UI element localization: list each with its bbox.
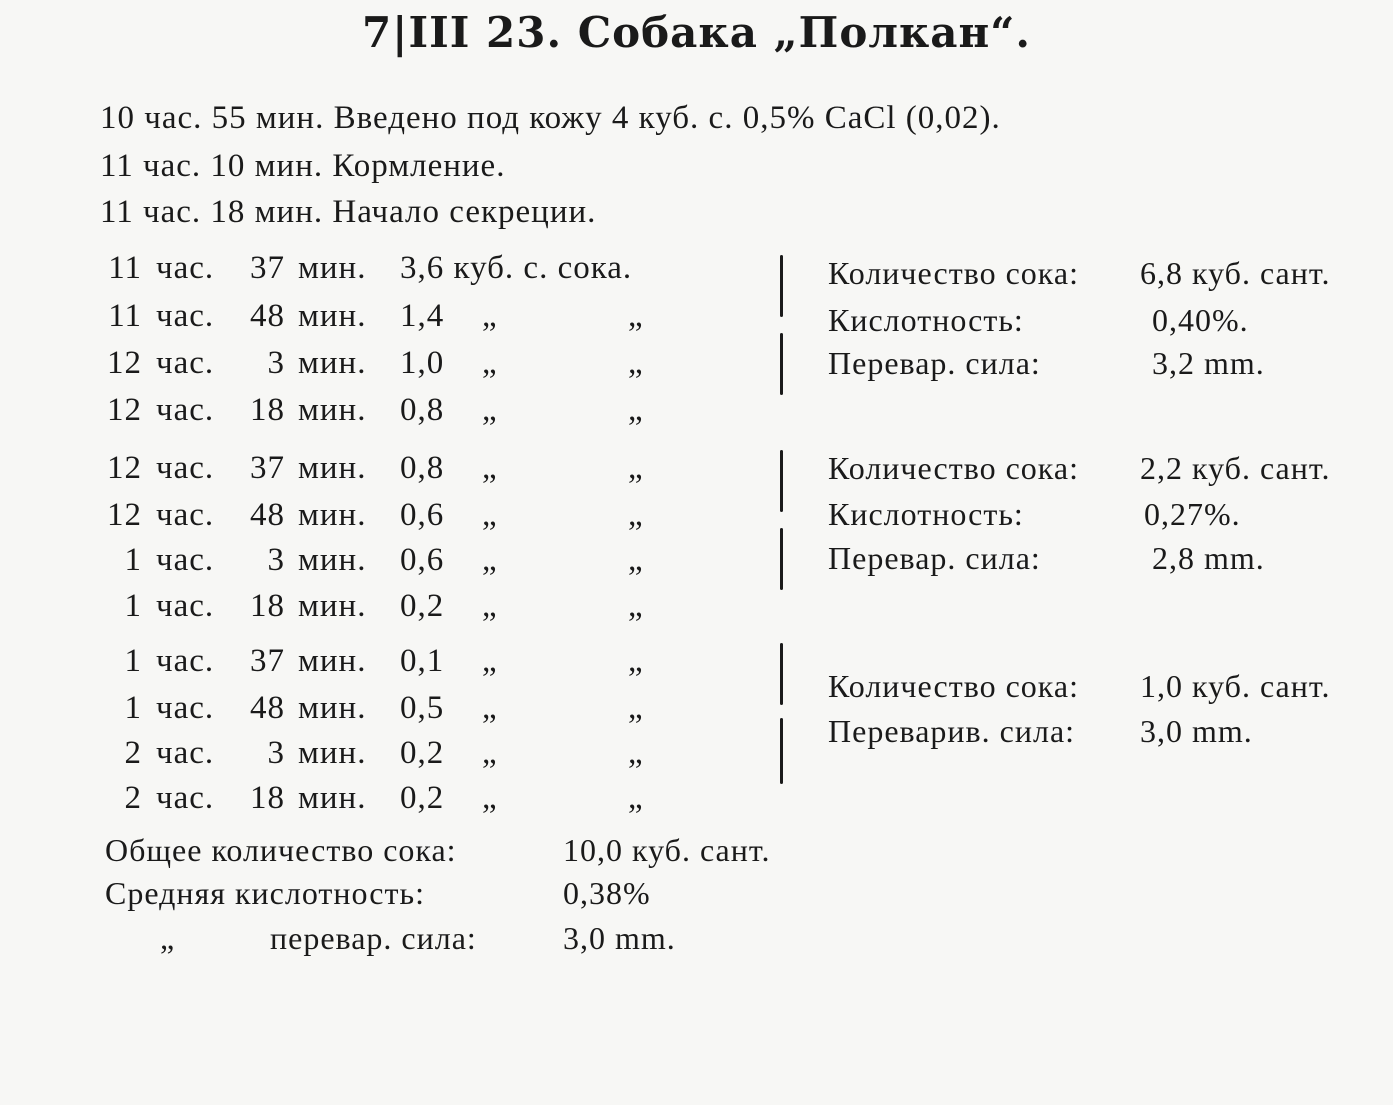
minute: 37: [250, 643, 285, 679]
minute: 3: [267, 542, 285, 578]
summary-value: 2,2 куб. сант.: [1140, 450, 1331, 486]
juice-volume: 0,5: [400, 690, 445, 726]
juice-volume: 3,6 куб. с. сока.: [400, 250, 633, 286]
minute: 37: [250, 450, 285, 486]
hour-unit: час.: [156, 643, 215, 679]
summary-value: 3,0 mm.: [1140, 713, 1253, 749]
group-bracket: [780, 450, 783, 512]
group-bracket: [780, 528, 783, 590]
hour-unit: час.: [156, 392, 215, 428]
ditto-mark: „: [628, 345, 644, 381]
ditto-mark: „: [482, 345, 498, 381]
minute-unit: мин.: [298, 643, 367, 679]
ditto-mark: „: [628, 643, 644, 679]
ditto-mark: „: [628, 450, 644, 486]
total-juice-label: Общее количество сока:: [105, 832, 457, 868]
summary-label: Переварив. сила:: [828, 713, 1076, 749]
summary-row: [828, 713, 1253, 861]
page-title: 7|III 23. Собака „Полкан“.: [361, 8, 1032, 57]
total-juice-value: 10,0 куб. сант.: [563, 832, 771, 868]
summary-value: 6,8 куб. сант.: [1140, 255, 1331, 291]
intro-line-feeding: 11 час. 10 мин. Кормление.: [100, 148, 506, 184]
hour-unit: час.: [156, 588, 215, 624]
minute-unit: мин.: [298, 250, 367, 286]
summary-label: Кислотность:: [828, 496, 1024, 532]
ditto-mark: „: [628, 690, 644, 726]
ditto-mark: „: [482, 735, 498, 771]
hour-unit: час.: [156, 298, 215, 334]
summary-value: 0,27%.: [1144, 496, 1241, 532]
juice-volume: 1,4: [400, 298, 445, 334]
minute-unit: мин.: [298, 735, 367, 771]
minute-unit: мин.: [298, 497, 367, 533]
minute: 3: [267, 345, 285, 381]
summary-label: Количество сока:: [828, 668, 1079, 704]
ditto-mark: „: [482, 497, 498, 533]
summary-value: 2,8 mm.: [1152, 540, 1265, 576]
juice-volume: 0,2: [400, 780, 445, 816]
mean-acidity-label: Средняя кислотность:: [105, 875, 425, 911]
summary-value: 1,0 куб. сант.: [1140, 668, 1331, 704]
hour-unit: час.: [156, 497, 215, 533]
mean-digestion-row: [105, 920, 676, 1105]
ditto-mark: „: [482, 542, 498, 578]
ditto-mark: „: [482, 588, 498, 624]
minute: 3: [267, 735, 285, 771]
hour-unit: час.: [156, 735, 215, 771]
ditto-mark: „: [628, 588, 644, 624]
juice-volume: 0,8: [400, 450, 445, 486]
juice-volume: 1,0: [400, 345, 445, 381]
hour: 1: [124, 690, 142, 726]
hour-unit: час.: [156, 345, 215, 381]
hour: 1: [124, 542, 142, 578]
intro-line-secretion-start: 11 час. 18 мин. Начало секреции.: [100, 194, 597, 230]
group-bracket: [780, 333, 783, 395]
hour: 12: [107, 392, 142, 428]
minute: 48: [250, 298, 285, 334]
hour: 12: [107, 345, 142, 381]
ditto-mark: „: [482, 690, 498, 726]
group-bracket: [780, 718, 783, 784]
group-bracket: [780, 643, 783, 705]
minute-unit: мин.: [298, 588, 367, 624]
minute: 18: [250, 392, 285, 428]
mean-acidity-value: 0,38%: [563, 875, 651, 911]
ditto-mark: „: [482, 392, 498, 428]
summary-label: Количество сока:: [828, 450, 1079, 486]
minute-unit: мин.: [298, 392, 367, 428]
minute-unit: мин.: [298, 690, 367, 726]
minute: 18: [250, 588, 285, 624]
intro-line-injection: 10 час. 55 мин. Введено под кожу 4 куб. с. 0,5% CaCl (0,02).: [100, 100, 1001, 136]
minute-unit: мин.: [298, 780, 367, 816]
hour: 1: [124, 588, 142, 624]
ditto-mark: „: [160, 920, 176, 956]
hour: 12: [107, 450, 142, 486]
hour: 12: [107, 497, 142, 533]
hour-unit: час.: [156, 450, 215, 486]
ditto-mark: „: [628, 780, 644, 816]
summary-label: Количество сока:: [828, 255, 1079, 291]
minute: 37: [250, 250, 285, 286]
mean-digestion-value: 3,0 mm.: [563, 920, 676, 956]
hour: 1: [124, 643, 142, 679]
juice-volume: 0,8: [400, 392, 445, 428]
mean-digestion-label: перевар. сила:: [270, 920, 477, 956]
ditto-mark: „: [628, 298, 644, 334]
hour: 2: [124, 780, 142, 816]
group-bracket: [780, 255, 783, 317]
summary-value: 0,40%.: [1152, 302, 1249, 338]
hour-unit: час.: [156, 690, 215, 726]
ditto-mark: „: [628, 497, 644, 533]
minute: 48: [250, 690, 285, 726]
ditto-mark: „: [628, 735, 644, 771]
hour: 11: [108, 250, 142, 286]
hour: 2: [124, 735, 142, 771]
minute: 18: [250, 780, 285, 816]
minute-unit: мин.: [298, 298, 367, 334]
juice-volume: 0,6: [400, 497, 445, 533]
ditto-mark: „: [482, 450, 498, 486]
ditto-mark: „: [628, 542, 644, 578]
minute: 48: [250, 497, 285, 533]
summary-label: Кислотность:: [828, 302, 1024, 338]
summary-label: Перевар. сила:: [828, 540, 1041, 576]
summary-value: 3,2 mm.: [1152, 345, 1265, 381]
juice-volume: 0,6: [400, 542, 445, 578]
ditto-mark: „: [482, 298, 498, 334]
minute-unit: мин.: [298, 450, 367, 486]
minute-unit: мин.: [298, 345, 367, 381]
hour-unit: час.: [156, 780, 215, 816]
juice-volume: 0,2: [400, 735, 445, 771]
juice-volume: 0,1: [400, 643, 445, 679]
hour-unit: час.: [156, 542, 215, 578]
minute-unit: мин.: [298, 542, 367, 578]
hour-unit: час.: [156, 250, 215, 286]
ditto-mark: „: [482, 780, 498, 816]
ditto-mark: „: [628, 392, 644, 428]
juice-volume: 0,2: [400, 588, 445, 624]
ditto-mark: „: [482, 643, 498, 679]
summary-label: Перевар. сила:: [828, 345, 1041, 381]
hour: 11: [108, 298, 142, 334]
